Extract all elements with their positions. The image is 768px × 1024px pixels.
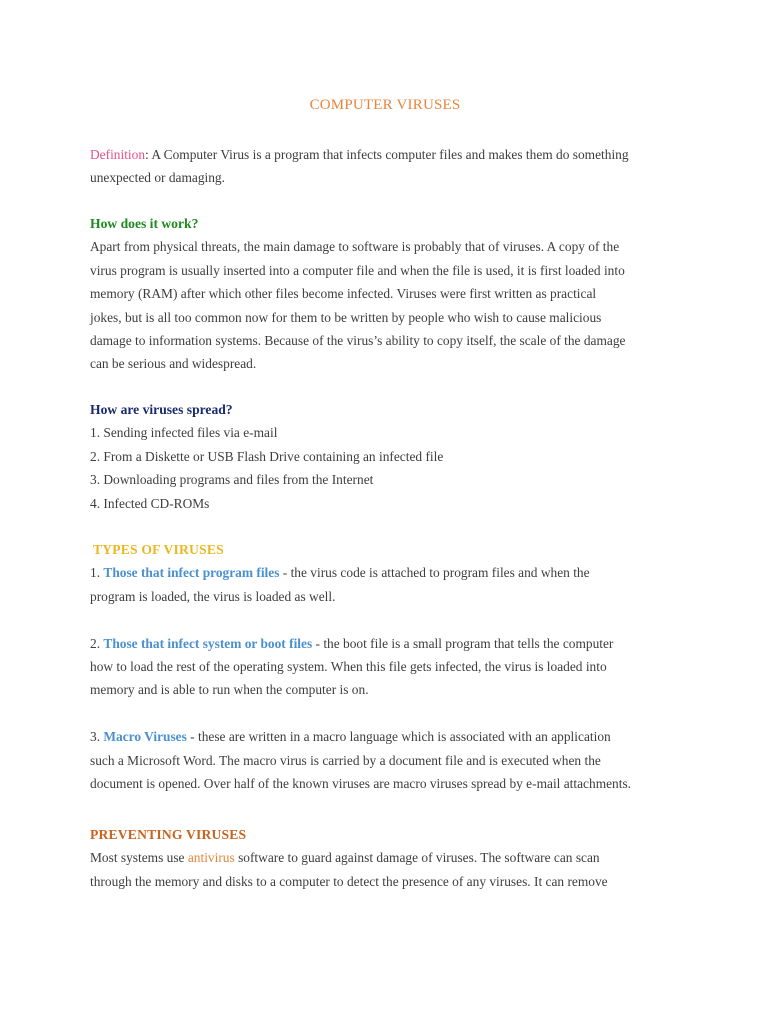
definition-label: Definition [90, 147, 146, 162]
how-it-works-line-4: jokes, but is all too common now for them to be written by people who wish to cause malicious [90, 309, 602, 325]
type-item-1-line-2: program is loaded, the virus is loaded as well. [90, 588, 336, 604]
preventing-section [90, 823, 690, 893]
definition-text-1: : A Computer Virus is a program that infects computer files and makes them do something [145, 147, 629, 162]
types-section [90, 538, 690, 795]
how-it-works-line-2: virus program is usually inserted into a computer file and when the file is used, it is first loaded into [90, 262, 625, 278]
antivirus-highlight: antivirus [187, 850, 235, 866]
type-number: 2. [90, 635, 104, 651]
page-title: COMPUTER VIRUSES [309, 97, 461, 113]
type-number: 3. [90, 729, 104, 745]
preventing-heading: PREVENTING VIRUSES [90, 827, 247, 842]
type-name: Those that infect program files [103, 565, 280, 581]
definition-text-2: unexpected or damaging. [90, 170, 225, 186]
list-item: 3. Downloading programs and files from the Internet [90, 472, 374, 488]
type-item-3-line-3: document is opened. Over half of the known viruses are macro viruses spread by e-mail attachments. [90, 776, 632, 792]
type-number: 1. [90, 565, 104, 581]
spacer [90, 608, 690, 631]
spread-heading: How are viruses spread? [90, 402, 233, 417]
preventing-text-post: software to guard against damage of viruses. The software can scan [234, 850, 600, 866]
preventing-text-pre: Most systems use [90, 850, 188, 866]
type-item-1-line-1 [90, 561, 690, 584]
how-it-works-line-5: damage to information systems. Because of the virus’s ability to copy itself, the scale of the damage [90, 333, 626, 349]
type-item-2-line-1 [90, 632, 690, 655]
spread-section [90, 398, 690, 515]
preventing-line-2: through the memory and disks to a computer to detect the presence of any viruses. It can remove [90, 873, 608, 889]
type-item-3-line-2: such a Microsoft Word. The macro virus is carried by a document file and is executed when the [90, 752, 601, 768]
types-heading: TYPES OF VIRUSES [93, 542, 224, 557]
type-name: Macro Viruses [103, 729, 187, 745]
how-it-works-line-1: Apart from physical threats, the main damage to software is probably that of viruses. A copy of the [90, 239, 620, 255]
list-item: 4. Infected CD-ROMs [90, 495, 210, 511]
how-it-works-heading: How does it work? [90, 216, 199, 231]
type-description: - the boot file is a small program that tells the computer [312, 635, 614, 651]
definition-line-1 [90, 143, 690, 166]
type-description: - these are written in a macro language which is associated with an application [186, 729, 611, 745]
list-item: 2. From a Diskette or USB Flash Drive containing an infected file [90, 448, 444, 464]
how-it-works-section [90, 212, 690, 376]
type-item-3-line-1 [90, 725, 690, 748]
preventing-line-1 [90, 846, 690, 869]
how-it-works-line-6: can be serious and widespread. [90, 356, 257, 372]
definition-paragraph [90, 143, 690, 190]
type-name: Those that infect system or boot files [103, 635, 313, 651]
type-item-2-line-3: memory and is able to run when the computer is on. [90, 682, 369, 698]
spacer [90, 702, 690, 725]
type-description: - the virus code is attached to program files and when the [279, 565, 590, 581]
type-item-2-line-2: how to load the rest of the operating system. When this file gets infected, the virus is loaded into [90, 659, 607, 675]
how-it-works-line-3: memory (RAM) after which other files become infected. Viruses were first written as practical [90, 286, 597, 302]
list-item: 1. Sending infected files via e-mail [90, 425, 278, 441]
